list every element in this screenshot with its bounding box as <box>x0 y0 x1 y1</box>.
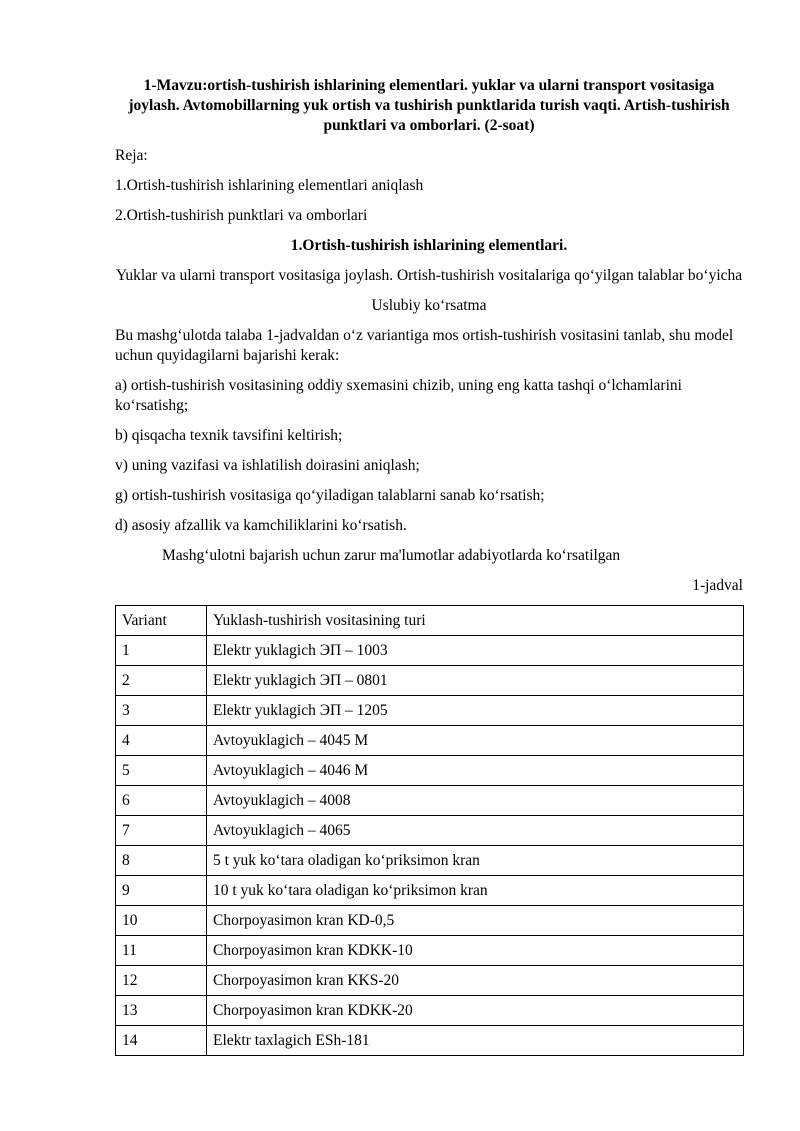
plan-item: 2.Ortish-tushirish punktlari va omborlari <box>115 207 368 224</box>
equipment-type-cell: Elektr yuklagich ЭП – 1205 <box>207 696 744 726</box>
variant-number-cell: 1 <box>116 636 207 666</box>
task-item: v) uning vazifasi va ishlatilish doirasini aniqlash; <box>115 457 420 474</box>
task-item: b) qisqacha texnik tavsifini keltirish; <box>115 427 343 444</box>
variant-number-cell: 3 <box>116 696 207 726</box>
variant-number-cell: 9 <box>116 876 207 906</box>
equipment-type-cell: Avtoyuklagich – 4045 M <box>207 726 744 756</box>
document-title: 1-Mavzu:ortish-tushirish ishlarining elementlari. yuklar va ularni transport vositasiga joylash. Avtomobillarning yuk ortish va tushirish punktlarida turish vaqti. Artish-tushirish punktlari va omborlari. (2-soat) <box>128 77 730 134</box>
variant-number-cell: 10 <box>116 906 207 936</box>
table-label: 1-jadval <box>692 577 743 594</box>
table-header-cell: Variant <box>116 606 207 636</box>
variant-number-cell: 5 <box>116 756 207 786</box>
equipment-type-cell: Elektr yuklagich ЭП – 0801 <box>207 666 744 696</box>
table-row <box>116 936 744 966</box>
equipment-type-cell: Chorpoyasimon kran KD-0,5 <box>207 906 744 936</box>
table-row <box>116 966 744 996</box>
variant-number-cell: 11 <box>116 936 207 966</box>
table-row <box>116 726 744 756</box>
table-header-cell: Yuklash-tushirish vositasining turi <box>207 606 744 636</box>
section-heading: 1.Ortish-tushirish ishlarining elementlari. <box>290 237 568 254</box>
intro-paragraph: Bu mashg‘ulotda talaba 1-jadvaldan o‘z variantiga mos ortish-tushirish vositasini tanlab, shu model uchun quyidagilarni bajarishi kerak: <box>115 327 734 364</box>
equipment-type-cell: Chorpoyasimon kran KDKK-20 <box>207 996 744 1026</box>
section-subheading: Yuklar va ularni transport vositasiga joylash. Ortish-tushirish vositalariga qo‘yilgan talablar bo‘yicha <box>115 267 743 284</box>
table-row <box>116 696 744 726</box>
variant-number-cell: 2 <box>116 666 207 696</box>
document-page <box>115 76 743 1056</box>
equipment-type-cell: Avtoyuklagich – 4065 <box>207 816 744 846</box>
equipment-type-cell: Chorpoyasimon kran KDKK-10 <box>207 936 744 966</box>
variants-table <box>115 605 744 1056</box>
table-row <box>116 906 744 936</box>
variant-number-cell: 7 <box>116 816 207 846</box>
plan-label: Reja: <box>115 147 148 164</box>
task-item: g) ortish-tushirish vositasiga qo‘yiladigan talablarni sanab ko‘rsatish; <box>115 487 545 504</box>
task-item: a) ortish-tushirish vositasining oddiy sxemasini chizib, uning eng katta tashqi o‘lchamlarini ko‘rsatishg; <box>115 377 682 414</box>
table-row <box>116 996 744 1026</box>
note-paragraph: Mashg‘ulotni bajarish uchun zarur ma'lumotlar adabiyotlarda ko‘rsatilgan <box>162 547 621 564</box>
table-row <box>116 786 744 816</box>
table-row <box>116 816 744 846</box>
table-header-row <box>116 606 744 636</box>
equipment-type-cell: Avtoyuklagich – 4008 <box>207 786 744 816</box>
task-item: d) asosiy afzallik va kamchiliklarini ko‘rsatish. <box>115 517 407 534</box>
variant-number-cell: 12 <box>116 966 207 996</box>
equipment-type-cell: Elektr taxlagich ESh-181 <box>207 1026 744 1056</box>
plan-item: 1.Ortish-tushirish ishlarining elementlari aniqlash <box>115 177 424 194</box>
variant-number-cell: 13 <box>116 996 207 1026</box>
variant-number-cell: 8 <box>116 846 207 876</box>
equipment-type-cell: Chorpoyasimon kran KKS-20 <box>207 966 744 996</box>
variant-number-cell: 4 <box>116 726 207 756</box>
variant-number-cell: 6 <box>116 786 207 816</box>
table-row <box>116 666 744 696</box>
table-row <box>116 846 744 876</box>
table-row <box>116 876 744 906</box>
guide-heading: Uslubiy ko‘rsatma <box>371 297 487 314</box>
variant-number-cell: 14 <box>116 1026 207 1056</box>
equipment-type-cell: 5 t yuk ko‘tara oladigan ko‘priksimon kran <box>207 846 744 876</box>
equipment-type-cell: Avtoyuklagich – 4046 M <box>207 756 744 786</box>
equipment-type-cell: 10 t yuk ko‘tara oladigan ko‘priksimon kran <box>207 876 744 906</box>
table-row <box>116 636 744 666</box>
table-row <box>116 1026 744 1056</box>
equipment-type-cell: Elektr yuklagich ЭП – 1003 <box>207 636 744 666</box>
table-row <box>116 756 744 786</box>
